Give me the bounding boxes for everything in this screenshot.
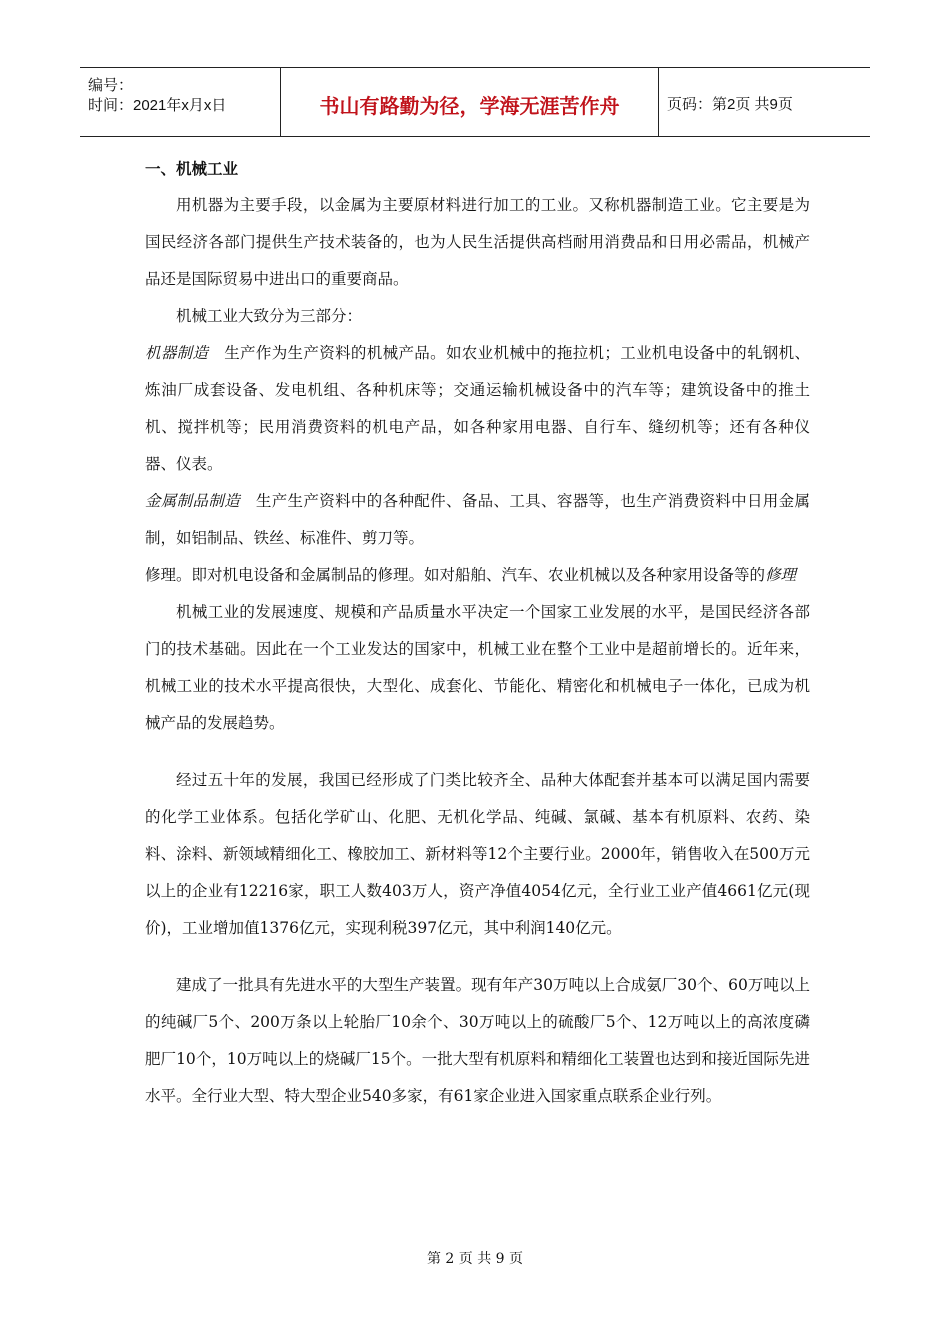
section-title: 一、机械工业	[145, 159, 239, 178]
paragraph-importance: 机械工业的发展速度、规模和产品质量水平决定一个国家工业发展的水平，是国民经济各部门的技术基础。因此在一个工业发达的国家中，机械工业在整个工业中是超前增长的。近年来，机械工业的技术水平提高很快，大型化、成套化、节能化、精密化和机械电子一体化，已成为机械产品的发展趋势。	[145, 603, 810, 732]
paragraph-chemical-industry: 经过五十年的发展，我国已经形成了门类比较齐全、品种大体配套并基本可以满足国内需要的化学工业体系。包括化学矿山、化肥、无机化学品、纯碱、氯碱、基本有机原料、农药、染料、涂料、新领域精细化工、橡胶加工、新材料等12个主要行业。2000年，销售收入在500万元以上的企业有12216家，职工人数403万人，资产净值4054亿元，全行业工业产值4661亿元(现价)，工业增加值1376亿元，实现利税397亿元，其中利润140亿元。	[145, 771, 810, 937]
document-header	[80, 67, 870, 137]
paragraph-definition: 用机器为主要手段，以金属为主要原材料进行加工的工业。又称机器制造工业。它主要是为国民经济各部门提供生产技术装备的，也为人民生活提供高档耐用消费品和日用必需品，机械产品还是国际贸易中进出口的重要商品。	[145, 196, 810, 288]
paragraph-metal-products	[145, 483, 810, 557]
paragraph-machine-manufacturing	[145, 335, 810, 483]
header-info-cell	[80, 68, 280, 136]
document-code-label: 编号：	[88, 77, 134, 94]
header-motto-cell	[280, 68, 659, 136]
header-page-cell	[659, 68, 870, 136]
paragraph-gap	[145, 947, 810, 967]
paragraph-categories-intro: 机械工业大致分为三部分：	[176, 307, 363, 325]
header-page-code: 页码：第2页 共9页	[667, 96, 793, 113]
paragraph-large-facilities: 建成了一批具有先进水平的大型生产装置。现有年产30万吨以上合成氨厂30个、60万吨以上的纯碱厂5个、200万条以上轮胎厂10余个、30万吨以上的硫酸厂5个、12万吨以上的高浓度磷肥厂10个，10万吨以上的烧碱厂15个。一批大型有机原料和精细化工装置也达到和接近国际先进水平。全行业大型、特大型企业540多家，有61家企业进入国家重点联系企业行列。	[145, 976, 810, 1105]
paragraph-gap	[145, 742, 810, 762]
page-footer: 第 2 页 共 9 页	[426, 1251, 524, 1267]
term-repair: 修理	[765, 566, 797, 584]
machine-manufacturing-text: 生产作为生产资料的机械产品。如农业机械中的拖拉机；工业机电设备中的轧钢机、炼油厂成套设备、发电机组、各种机床等；交通运输机械设备中的汽车等；建筑设备中的推土机、搅拌机等；民用消费资料的机电产品，如各种家用电器、自行车、缝纫机等；还有各种仪器、仪表。	[145, 344, 810, 473]
header-motto: 书山有路勤为径，学海无涯苦作舟	[319, 96, 620, 118]
document-body	[145, 150, 810, 1115]
paragraph-repair	[145, 557, 810, 594]
metal-products-text: 生产生产资料中的各种配件、备品、工具、容器等，也生产消费资料中日用金属制，如铝制品、铁丝、标准件、剪刀等。	[145, 492, 810, 547]
document-date: 时间：2021年x月x日	[88, 97, 227, 114]
repair-text: 修理。即对机电设备和金属制品的修理。如对船舶、汽车、农业机械以及各种家用设备等的	[145, 566, 766, 584]
term-machine-manufacturing: 机器制造	[145, 344, 209, 362]
term-metal-products: 金属制品制造	[145, 492, 241, 510]
